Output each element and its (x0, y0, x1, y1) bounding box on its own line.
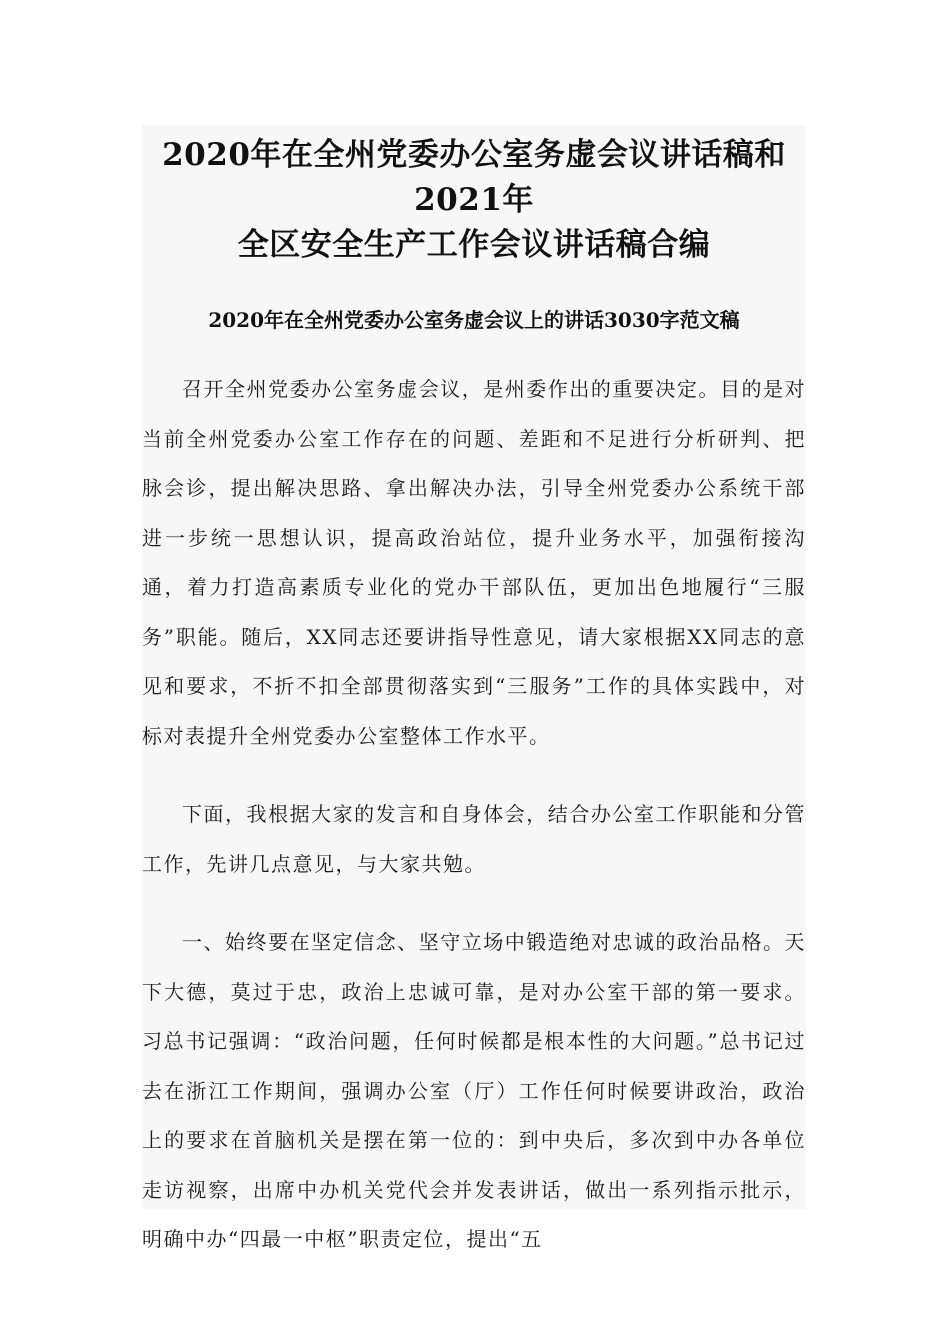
body-paragraph-2: 下面，我根据大家的发言和自身体会，结合办公室工作职能和分管工作，先讲几点意见，与大家共勉。 (142, 802, 806, 876)
document-title-line-1: 2020年在全州党委办公室务虚会议讲话稿和2021年 (162, 137, 786, 218)
document-page (142, 125, 806, 1251)
document-title-line-2: 全区安全生产工作会议讲话稿合编 (237, 227, 711, 263)
body-paragraph-1: 召开全州党委办公室务虚会议，是州委作出的重要决定。目的是对当前全州党委办公室工作存在的问题、差距和不足进行分析研判、把脉会诊，提出解决思路、拿出解决办法，引导全州党委办公系统干部进一步统一思想认识，提高政治站位，提升业务水平，加强衔接沟通，着力打造高素质专业化的党办干部队伍，更加出色地履行“三服务”职能。随后，XX同志还要讲指导性意见，请大家根据XX同志的意见和要求，不折不扣全部贯彻落实到“三服务”工作的具体实践中，对标对表提升全州党委办公室整体工作水平。 (142, 377, 806, 748)
document-title (142, 133, 806, 268)
document-subtitle: 2020年在全州党委办公室务虚会议上的讲话3030字范文稿 (208, 308, 740, 332)
body-paragraph-3: 一、始终要在坚定信念、坚守立场中锻造绝对忠诚的政治品格。天下大德，莫过于忠，政治上忠诚可靠，是对办公室干部的第一要求。习总书记强调：“政治问题，任何时候都是根本性的大问题。”总书记过去在浙江工作期间，强调办公室（厅）工作任何时候要讲政治，政治上的要求在首脑机关是摆在第一位的：到中央后，多次到中办各单位走访视察，出席中办机关党代会并发表讲话，做出一系列指示批示，明确中办“四最一中枢”职责定位，提出“五 (142, 930, 806, 1251)
